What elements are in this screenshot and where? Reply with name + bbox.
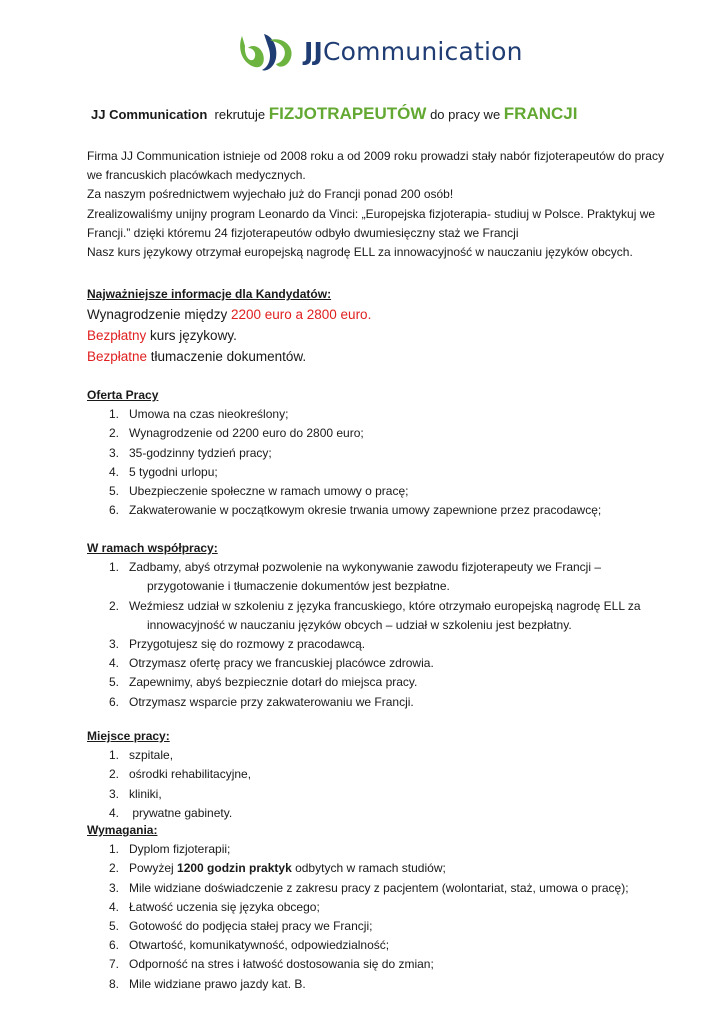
headline-text2: do pracy we — [430, 107, 501, 122]
key-info-salary: Wynagrodzenie między 2200 euro a 2800 euro. — [87, 307, 372, 323]
list-item: 2. ośrodki rehabilitacyjne, — [109, 767, 252, 782]
key-info-translation: Bezpłatne tłumaczenie dokumentów. — [87, 349, 307, 365]
workplace-heading: Miejsce pracy: — [87, 729, 170, 743]
list-item: 6. Otrzymasz wsparcie przy zakwaterowaniu we Francji. — [109, 694, 414, 709]
list-item: 7. Odporność na stres i łatwość dostosowania się do zmian; — [109, 957, 434, 972]
key-info-course: Bezpłatny kurs językowy. — [87, 328, 237, 344]
workplace-list — [87, 746, 677, 823]
list-item: 5. Zapewnimy, abyś bezpiecznie dotarł do miejsca pracy. — [109, 675, 418, 690]
logo-wordmark: JJCommunication — [304, 37, 523, 66]
requirements-list — [87, 840, 677, 994]
offer-section — [87, 386, 677, 520]
headline-country: FRANCJI — [503, 104, 578, 123]
cooperation-list — [87, 558, 677, 712]
offer-heading: Oferta Pracy — [87, 388, 159, 402]
list-item: 1. szpitale, — [109, 748, 174, 763]
key-info-heading: Najważniejsze informacje dla Kandydatów: — [87, 287, 332, 301]
list-item: 2. Weźmiesz udział w szkoleniu z języka francuskiego, które otrzymało europejską nagrodę ELL za innowacyjność w nauczaniu języków obcych – udział w szkoleniu jest bezpłatny. — [109, 598, 641, 632]
list-item: 3. kliniki, — [109, 786, 162, 801]
list-item: 3. 35-godzinny tydzień pracy; — [109, 445, 272, 460]
list-item: 5. Gotowość do podjęcia stałej pracy we Francji; — [109, 919, 373, 934]
headline-text1: rekrutuje — [214, 107, 266, 122]
workplace-section — [87, 727, 677, 823]
requirements-heading: Wymagania: — [87, 823, 158, 837]
list-item: 6. Otwartość, komunikatywność, odpowiedzialność; — [109, 938, 390, 953]
intro-paragraph — [87, 147, 677, 262]
list-item: 4. Łatwość uczenia się języka obcego; — [109, 899, 320, 914]
list-item: 8. Mile widziane prawo jazdy kat. B. — [109, 976, 306, 991]
jj-logo-icon — [236, 30, 300, 74]
intro-line: Firma JJ Communication istnieje od 2008 roku a od 2009 roku prowadzi stały nabór fizjoterapeutów do pracy we francuskich placówkach medycznych. — [87, 149, 664, 183]
key-info-section — [87, 285, 677, 367]
list-item: 3. Mile widziane doświadczenie z zakresu pracy z pacjentem (wolontariat, staż, umowa o pracę); — [109, 880, 629, 895]
cooperation-section — [87, 539, 677, 712]
cooperation-heading: W ramach współpracy: — [87, 541, 218, 555]
offer-list — [87, 405, 677, 520]
headline — [91, 104, 577, 124]
headline-company: JJ Communication — [91, 107, 208, 122]
list-item: 2. Wynagrodzenie od 2200 euro do 2800 euro; — [109, 426, 364, 441]
list-item: 3. Przygotujesz się do rozmowy z pracodawcą. — [109, 637, 366, 652]
list-item: 4. Otrzymasz ofertę pracy we francuskiej placówce zdrowia. — [109, 656, 434, 671]
list-item: 5. Ubezpieczenie społeczne w ramach umowy o pracę; — [109, 484, 409, 499]
company-logo — [236, 30, 523, 74]
intro-line: Zrealizowaliśmy unijny program Leonardo da Vinci: „Europejska fizjoterapia- studiuj w Polsce. Praktykuj we Francji.” dzięki któremu 24 fizjoterapeutów odbyło dwumiesięczny staż we Francji — [87, 206, 656, 240]
list-item: 1. Umowa na czas nieokreślony; — [109, 407, 289, 422]
list-item: 4. 5 tygodni urlopu; — [109, 464, 218, 479]
requirements-section — [87, 821, 677, 994]
list-item: 1. Dyplom fizjoterapii; — [109, 842, 231, 857]
list-item: 2. Powyżej 1200 godzin praktyk odbytych w ramach studiów; — [109, 861, 446, 876]
intro-line: Nasz kurs językowy otrzymał europejską nagrodę ELL za innowacyjność w nauczaniu języków obcych. — [87, 245, 633, 260]
list-item: 6. Zakwaterowanie w początkowym okresie trwania umowy zapewnione przez pracodawcę; — [109, 503, 602, 518]
intro-line: Za naszym pośrednictwem wyjechało już do Francji ponad 200 osób! — [87, 187, 454, 202]
list-item: 1. Zadbamy, abyś otrzymał pozwolenie na wykonywanie zawodu fizjoterapeuty we Francji – przygotowanie i tłumaczenie dokumentów jest bezpłatne. — [109, 560, 602, 594]
list-item: 4. prywatne gabinety. — [109, 805, 233, 820]
headline-profession: FIZJOTRAPEUTÓW — [268, 104, 427, 123]
